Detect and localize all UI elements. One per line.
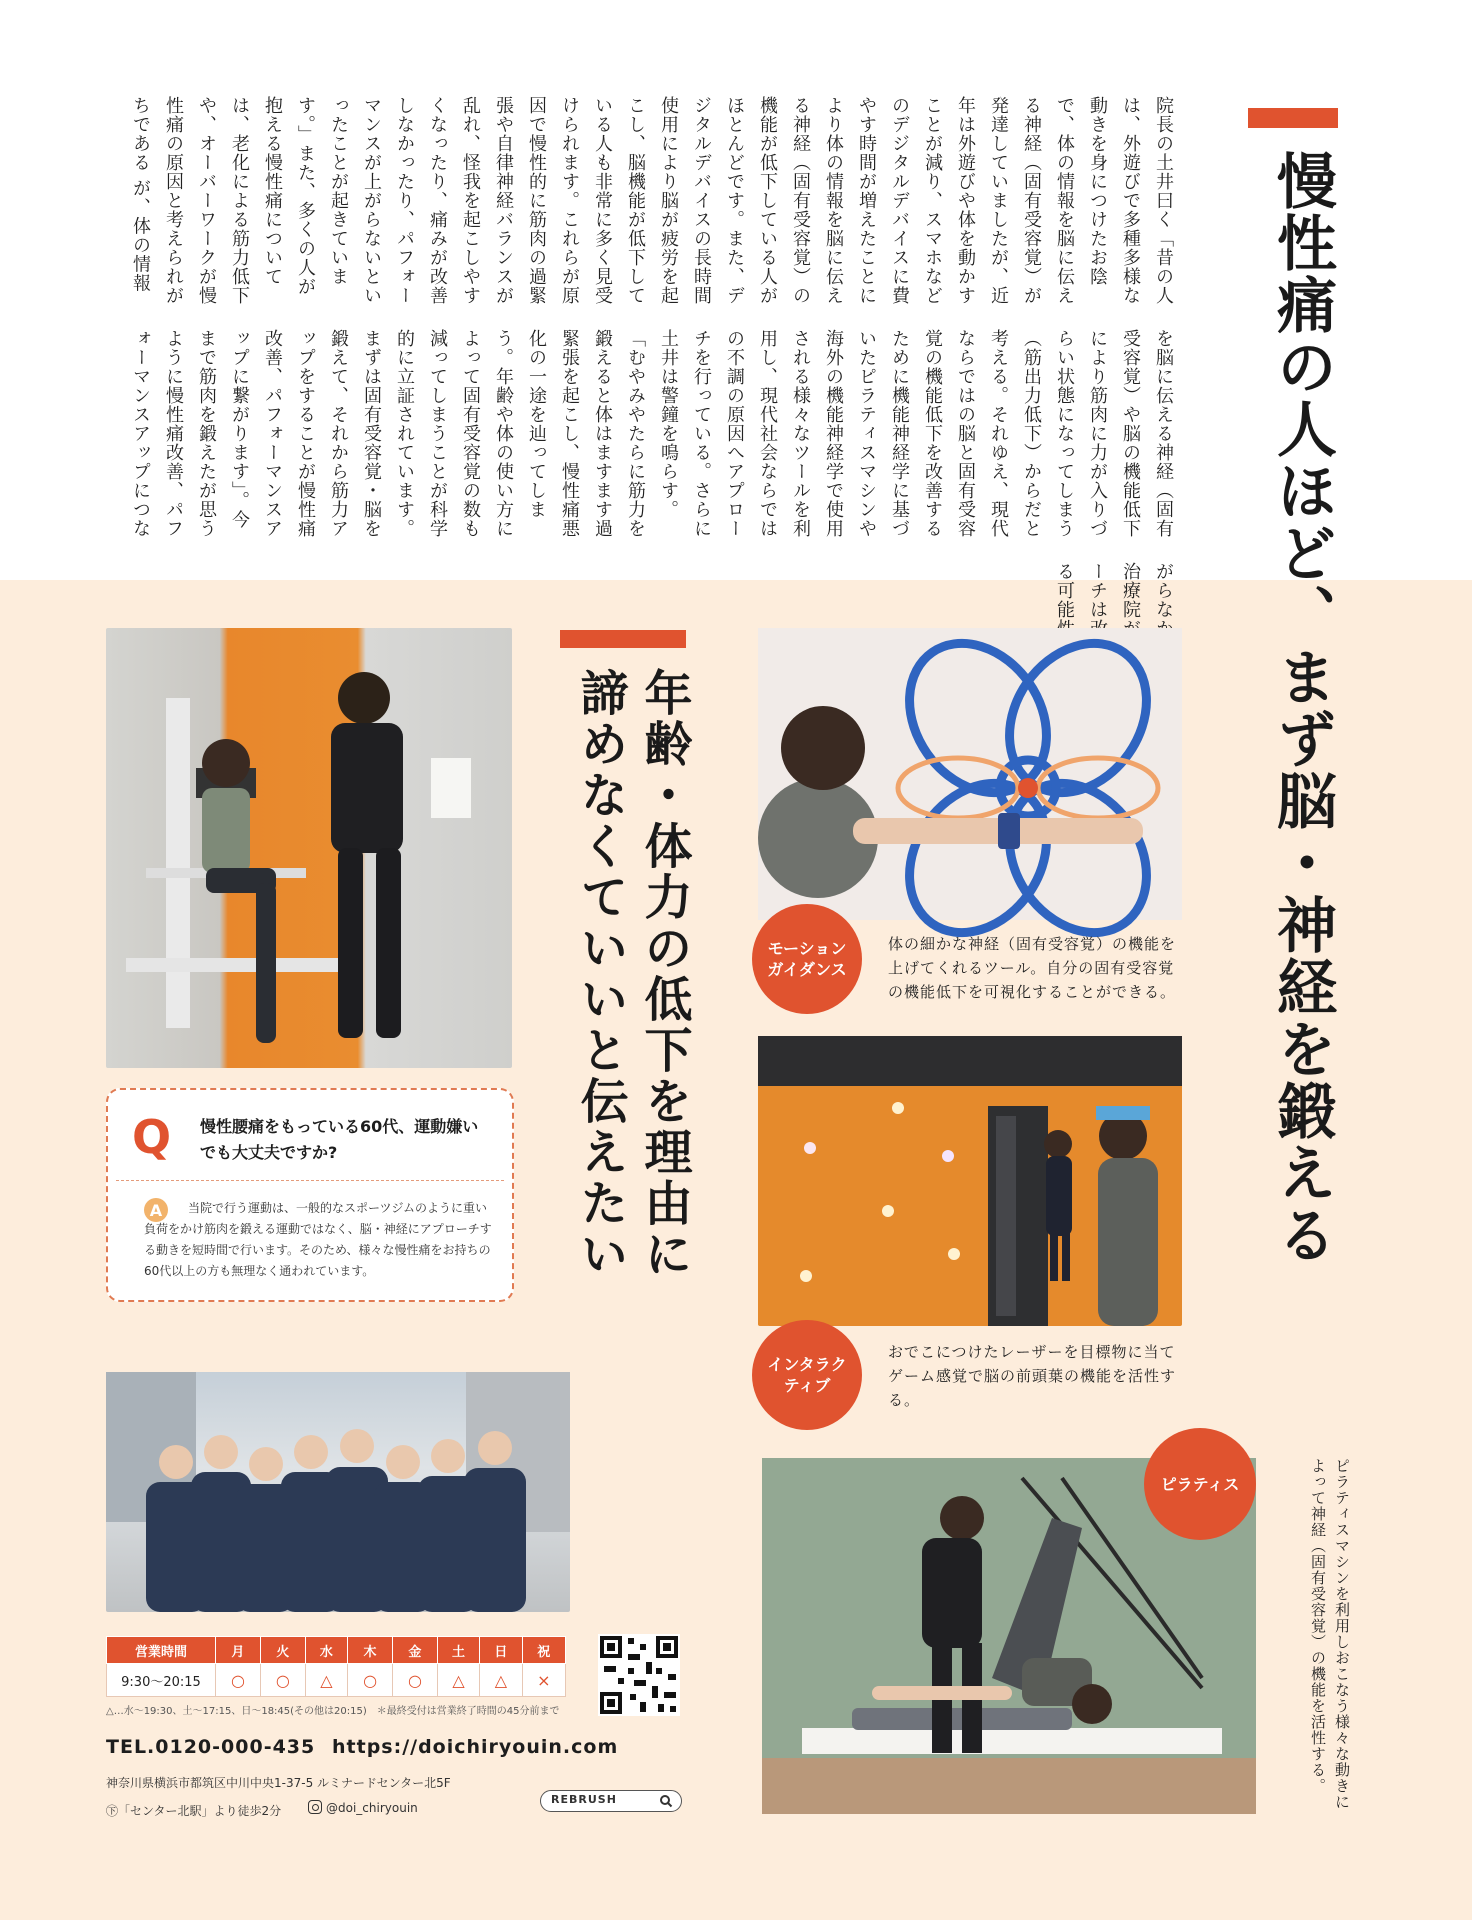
station-access: ㊦「センター北駅」より徒歩2分 (106, 1804, 282, 1818)
motion-guidance-badge: モーション ガイダンス (752, 904, 862, 1014)
day-sat: 土 (437, 1637, 479, 1664)
mark-holiday: × (522, 1664, 565, 1697)
trainer-client-photo (106, 628, 512, 1068)
day-fri: 金 (392, 1637, 437, 1664)
mark-mon: ○ (216, 1664, 261, 1697)
headline-accent-bar (1248, 108, 1338, 128)
qa-divider (116, 1180, 504, 1181)
a-mark: A (144, 1198, 168, 1222)
mark-sat: △ (437, 1664, 479, 1697)
qa-question: 慢性腰痛をもっている60代、運動嫌いでも大丈夫ですか? (200, 1117, 479, 1162)
instagram-icon (308, 1800, 322, 1814)
phone-number[interactable]: TEL.0120-000-435 (106, 1736, 316, 1758)
search-box-label: REBRUSH (551, 1793, 617, 1806)
hours-time: 9:30〜20:15 (107, 1664, 216, 1697)
q-mark: Q (132, 1110, 172, 1164)
day-holiday: 祝 (522, 1637, 565, 1664)
staff-group-photo (106, 1372, 570, 1612)
instagram-handle[interactable]: @doi_chiryouin (326, 1801, 418, 1815)
address: 神奈川県横浜市都筑区中川中央1-37-5 ルミナードセンター北5F (106, 1776, 451, 1790)
hours-header: 営業時間 (107, 1637, 216, 1664)
motion-guidance-caption: 体の細かな神経（固有受容覚）の機能を上げてくれるツール。自分の固有受容覚の機能低下を可視化することができる。 (888, 935, 1177, 1001)
day-mon: 月 (216, 1637, 261, 1664)
interactive-caption: おでこにつけたレーザーを目標物に当てゲーム感覚で脳の前頭葉の機能を活性する。 (888, 1343, 1177, 1409)
mark-wed: △ (305, 1664, 347, 1697)
interactive-photo (758, 1036, 1182, 1326)
section-subheadline: 年齢・体力の低下を理由に諦めなくていいと伝えたい (572, 668, 692, 1280)
day-thu: 木 (348, 1637, 393, 1664)
qr-code[interactable] (598, 1634, 680, 1716)
pilates-badge: ピラティス (1144, 1428, 1256, 1540)
interactive-badge: インタラク ティブ (752, 1320, 862, 1430)
qa-answer: 当院で行う運動は、一般的なスポーツジムのように重い負荷をかけ筋肉を鍛える運動ではなく、脳・神経にアプローチする動きを短時間で行います。そのため、様々な慢性痛をお持ちの60代以上の方も無理なく通われています。 (144, 1201, 492, 1278)
qa-box (106, 1088, 514, 1302)
mark-sun: △ (480, 1664, 522, 1697)
business-hours-table (106, 1636, 566, 1697)
day-tue: 火 (260, 1637, 305, 1664)
rebrush-search-box[interactable] (540, 1790, 682, 1812)
day-sun: 日 (480, 1637, 522, 1664)
article-body: 院長の土井曰く「昔の人は、外遊びで多種多様な動きを身につけたお陰で、体の情報を脳に伝える神経（固有受容覚）が発達していましたが、近年は外遊びや体を動かすことが減り、スマホなどのデジタルデバイスに費やす時間が増えたことにより体の情報を脳に伝える神経（固有受容覚）の機能が低下している人がほとんどです。また、デジタルデバイスの長時間使用により脳が疲労を起こし、脳機能が低下している人も非常に多く見受けられます。これらが原因で慢性的に筋肉の過緊張や自律神経バランスが乱れ、怪我を起こしやすくなったり、痛みが改善しなかったり、パフォーマンスが上がらないといったことが起きています。」また、多くの人が抱える慢性痛については、老化による筋力低下や、オーバーワークが慢性痛の原因と考えられがちである が、体の情報を脳に伝える神経（固有受容覚）や脳の機能低下により筋肉に力が入りづらい状態になってしまう（筋出力低下）からだと考える。それゆえ、現代ならではの脳と固有受容覚の機能低下を改善するために機能神経学に基づいたピラティスマシンや海外の機能神経学で使用される様々なツールを利用し、現代社会ならではの不調の原因へアプローチを行っている。さらに土井は警鐘を鳴らす。「むやみやたらに筋力を鍛えると体はますます過緊張を起こし、慢性痛悪化の一途を辿ってしまう。年齢や体の使い方によって固有受容覚の数も減ってしまうことが科学的に立証されています。まずは固有受容覚・脳を鍛えて、それから筋力アップをすることが慢性痛改善、パフォーマンスアップに繋がります」。今まで筋肉を鍛えたが思うように慢性痛改善、パフォーマンスアップにつな (130, 96, 1174, 538)
mark-thu: ○ (348, 1664, 393, 1697)
hours-note: △…水〜19:30、土〜17:15、日〜18:45(その他は20:15) ＊最終受付は営業終了時間の45分前まで (106, 1706, 560, 1717)
search-icon (659, 1794, 673, 1808)
mark-tue: ○ (260, 1664, 305, 1697)
page-headline: 慢性痛の人ほど、まず脳・神経を鍛える (1267, 150, 1337, 1266)
website-link[interactable]: https://doichiryouin.com (332, 1736, 619, 1758)
motion-guidance-photo (758, 628, 1182, 920)
day-wed: 水 (305, 1637, 347, 1664)
pilates-caption: ピラティスマシンを利用しおこなう様々な動きによって神経（固有受容覚）の機能を活性する。 (1309, 1458, 1351, 1810)
mark-fri: ○ (392, 1664, 437, 1697)
subheadline-accent-bar (560, 630, 686, 648)
